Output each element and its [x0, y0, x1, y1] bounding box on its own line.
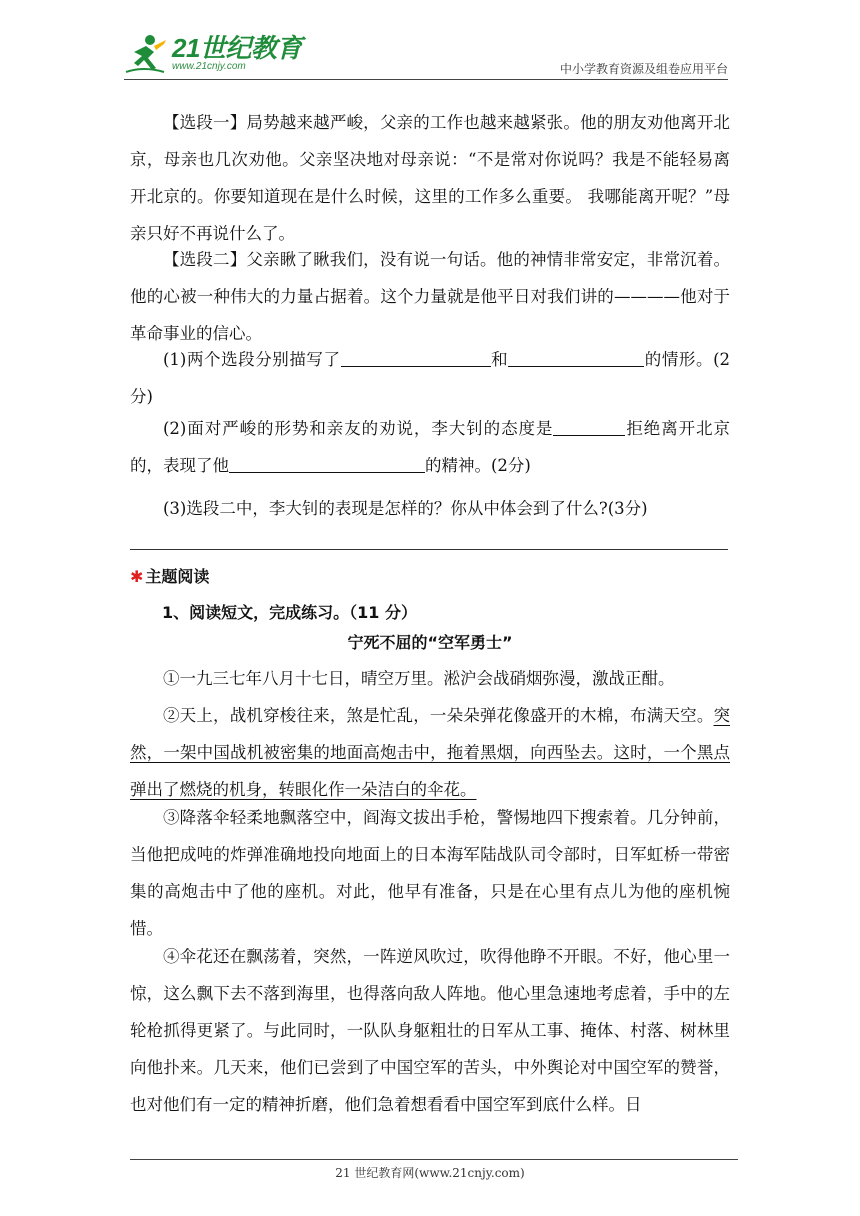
question-2-text-c: 的精神。(2分)	[425, 456, 531, 475]
reading-task: 1、阅读短文，完成练习。（11 分）	[162, 603, 417, 622]
question-2-text-a: (2)面对严峻的形势和亲友的劝说，李大钊的态度是	[163, 419, 554, 438]
paragraph-4: ④伞花还在飘荡着，突然，一阵逆风吹过，吹得他睁不开眼。不好，他心里一惊，这么飘下去不落到海里，也得落向敌人阵地。他心里急速地考虑着，手中的左轮枪抓得更紧了。与此同时，一队队身躯粗壮的日军从工事、掩体、村落、树林里向他扑来。几天来，他们已尝到了中国空军的苦头，中外舆论对中国空军的赞誉，也对他们有一定的精神折磨，他们急着想看看中国空军到底什么样。日	[130, 947, 730, 1114]
passage-two: 【选段二】父亲瞅了瞅我们，没有说一句话。他的神情非常安定，非常沉着。他的心被一种伟大的力量占据着。这个力量就是他平日对我们讲的————他对于革命事业的信心。	[130, 250, 730, 343]
question-1	[130, 341, 730, 415]
answer-blank-2a[interactable]	[553, 417, 625, 436]
asterisk-icon: ✱	[130, 567, 144, 586]
paragraph-2-underlined: 突然，一架中国战机被密集的地面高炮击中，拖着黑烟，向西坠去。这时，一个黑点弹出了燃烧的机身，转眼化作一朵洁白的伞花。	[130, 706, 730, 799]
logo-wordmark: 21世纪教育	[172, 33, 302, 63]
logo-url: www.21cnjy.com	[172, 61, 246, 72]
answer-blank-1a[interactable]	[341, 348, 491, 367]
paragraph-2	[130, 697, 730, 808]
question-2	[130, 410, 730, 484]
story-title: 宁死不屈的“空军勇士”	[347, 633, 513, 652]
paragraph-1: ①一九三七年八月十七日，晴空万里。淞沪会战硝烟弥漫，激战正酣。	[163, 669, 675, 688]
answer-blank-1b[interactable]	[508, 348, 644, 367]
section-divider	[130, 549, 728, 550]
page-header	[124, 28, 728, 80]
running-figure-icon	[124, 32, 168, 76]
section-label: 主题阅读	[145, 567, 210, 586]
page-footer[interactable]: 21 世纪教育网(www.21cnjy.com)	[335, 1166, 525, 1180]
footer-rule	[130, 1159, 738, 1160]
question-3: (3)选段二中，李大钊的表现是怎样的？你从中体会到了什么?(3分)	[163, 499, 648, 518]
answer-blank-2b[interactable]	[229, 454, 425, 473]
platform-tagline: 中小学教育资源及组卷应用平台	[559, 62, 728, 76]
site-logo[interactable]	[124, 32, 302, 76]
section-heading	[130, 562, 209, 592]
paragraph-2-plain: ②天上，战机穿梭往来，煞是忙乱，一朵朵弹花像盛开的木棉，布满天空。	[163, 706, 714, 725]
question-2-text-b: 拒绝离开北京的，表现了他	[130, 419, 731, 475]
header-rule	[124, 79, 728, 80]
question-1-text-a: (1)两个选段分别描写了	[163, 350, 341, 369]
question-1-text-c: 的情形。(2分)	[130, 350, 731, 406]
question-1-text-b: 和	[490, 350, 509, 369]
paragraph-3: ③降落伞轻柔地飘落空中，阎海文拔出手枪，警惕地四下搜索着。几分钟前，当他把成吨的炸弹准确地投向地面上的日本海军陆战队司令部时，日军虹桥一带密集的高炮击中了他的座机。对此，他早有准备，只是在心里有点儿为他的座机惋惜。	[130, 808, 730, 938]
passage-one: 【选段一】局势越来越严峻，父亲的工作也越来越紧张。他的朋友劝他离开北京，母亲也几次劝他。父亲坚决地对母亲说：“不是常对你说吗？我是不能轻易离开北京的。你要知道现在是什么时候，这里的工作多么重要。 我哪能离开呢？”母亲只好不再说什么了。	[130, 113, 730, 243]
